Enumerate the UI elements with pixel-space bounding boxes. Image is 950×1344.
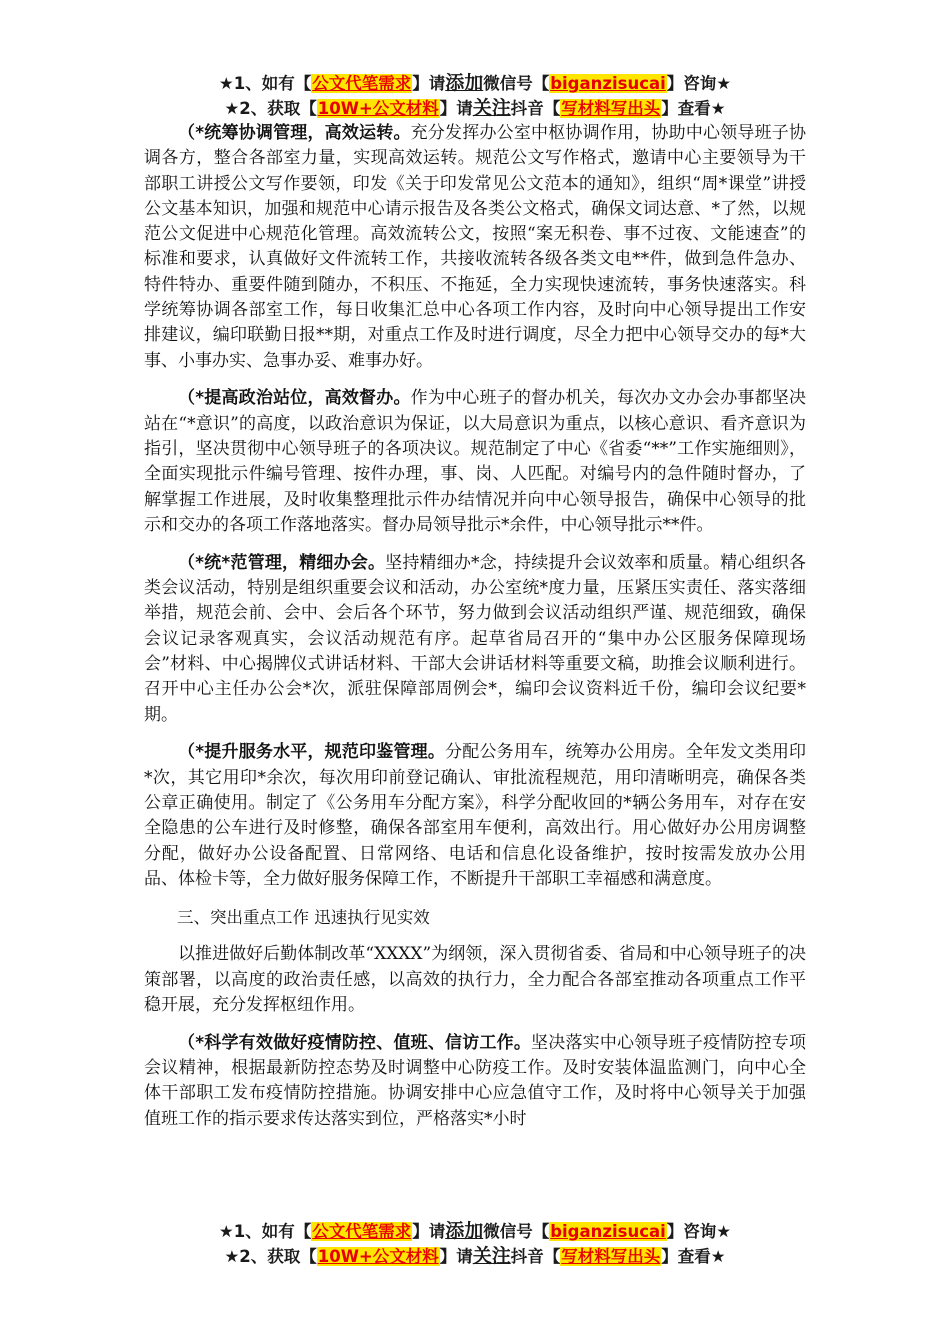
paragraph-lead: （*统*范管理，精细办会。 (178, 552, 386, 573)
top-banner (0, 71, 950, 121)
banner-1-highlight-service: 公文代笔需求 (312, 74, 412, 93)
banner-1-emphasis: 添加 (445, 1220, 484, 1242)
paragraph-lead: （*统筹协调管理，高效运转。 (178, 123, 411, 143)
banner-2-suffix: 】查看★ (661, 1247, 726, 1266)
banner-2-highlight-douyin: 写材料写出头 (561, 1247, 661, 1266)
banner-1-prefix: ★1、如有【 (218, 1222, 312, 1241)
paragraph-service (144, 740, 806, 892)
paragraph-intro: 以推进做好后勤体制改革“XXXX”为纲领，深入贯彻省委、省局和中心领导班子的决策部署，以高度的政治责任感，以高效的执行力，全力配合各部室推动各项重点工作平稳开展，充分发挥枢纽作用。 (144, 944, 806, 1015)
paragraph-lead: （*科学有效做好疫情防控、值班、信访工作。 (178, 1032, 532, 1053)
paragraph-coordination (144, 121, 806, 374)
banner-line-2 (0, 1244, 950, 1269)
banner-1-mid: 】请 (412, 1222, 446, 1241)
paragraph-lead: （*提升服务水平，规范印鉴管理。 (178, 742, 446, 763)
section-heading: 三、突出重点工作 迅速执行见实效 (177, 907, 430, 927)
banner-2-mid: 】请 (439, 99, 473, 118)
paragraph-meetings (144, 551, 806, 728)
banner-2-emphasis: 关注 (472, 1245, 511, 1267)
banner-2-highlight-materials: 10W+公文材料 (317, 1247, 439, 1266)
banner-1-mid2: 微信号【 (483, 1222, 550, 1241)
banner-1-mid: 】请 (412, 74, 446, 93)
banner-2-prefix: ★2、获取【 (224, 1247, 317, 1266)
banner-1-prefix: ★1、如有【 (218, 74, 312, 93)
banner-1-suffix: 】咨询★ (666, 1222, 732, 1241)
banner-line-1 (0, 71, 950, 96)
banner-2-mid2: 抖音【 (510, 1247, 561, 1266)
paragraph-epidemic (144, 1031, 806, 1132)
banner-2-highlight-materials: 10W+公文材料 (317, 99, 439, 118)
paragraph-supervision (144, 386, 806, 538)
banner-line-2 (0, 96, 950, 121)
bottom-banner (0, 1219, 950, 1269)
paragraph-text: 作为中心班子的督办机关，每次办文办会办事都坚决站在“*意识”的高度，以政治意识为保证，以大局意识为重点，以核心意识、看齐意识为指引，坚决贯彻中心领导班子的各项决议。规范制定了中心《省委“**”工作实施细则》，全面实现批示件编号管理、按件办理，事、岗、人匹配。对编号内的急件随时督办，了解掌握工作进展，及时收集整理批示件办结情况并向中心领导报告，确保中心领导的批示和交办的各项工作落地落实。督办局领导批示*余件，中心领导批示**件。 (144, 388, 806, 535)
banner-2-emphasis: 关注 (472, 97, 511, 119)
banner-1-mid2: 微信号【 (483, 74, 550, 93)
banner-2-suffix: 】查看★ (661, 99, 726, 118)
banner-1-suffix: 】咨询★ (666, 74, 732, 93)
paragraph-text: 充分发挥办公室中枢协调作用，协助中心领导班子协调各方，整合各部室力量，实现高效运转。规范公文写作格式，邀请中心主要领导为干部职工讲授公文写作要领，印发《关于印发常见公文范本的通知》，组织“周*课堂”讲授公文基本知识，加强和规范中心请示报告及各类公文格式，确保文词达意、*了然，以规范公文促进中心规范化管理。高效流转公文，按照“案无积卷、事不过夜、文能速查”的标准和要求，认真做好文件流转工作，共接收流转各级各类文电**件，做到急件急办、特件特办、重要件随到随办，不积压、不拖延，全力实现快速流转，事务快速落实。科学统筹协调各部室工作，每日收集汇总中心各项工作内容，及时向中心领导提出工作安排建议，编印联勤日报**期，对重点工作及时进行调度，尽全力把中心领导交办的每*大事、小事办实、急事办妥、难事办好。 (144, 123, 806, 371)
paragraph-lead: （*提高政治站位，高效督办。 (178, 388, 411, 409)
banner-2-mid: 】请 (439, 1247, 473, 1266)
banner-1-highlight-wechat: biganzisucai (550, 1222, 666, 1241)
paragraph-text: 分配公务用车，统筹办公用房。全年发文类用印*次，其它用印*余次，每次用印前登记确认、审批流程规范，用印清晰明亮，确保各类公章正确使用。制定了《公务用车分配方案》，科学分配收回的*辆公务用车，对存在安全隐患的公车进行及时修整，确保各部室用车便利，高效出行。用心做好办公用房调整分配，做好办公设备配置、日常网络、电话和信息化设备维护，按时按需发放办公用品、体检卡等，全力做好服务保障工作，不断提升干部职工幸福感和满意度。 (144, 742, 807, 889)
banner-2-prefix: ★2、获取【 (224, 99, 317, 118)
document-body (144, 121, 806, 1144)
banner-1-highlight-wechat: biganzisucai (550, 74, 666, 93)
banner-1-highlight-service: 公文代笔需求 (312, 1222, 412, 1241)
banner-line-1 (0, 1219, 950, 1244)
paragraph-text: 坚决落实中心领导班子疫情防控专项会议精神，根据最新防控态势及时调整中心防疫工作。及时安装体温监测门，向中心全体干部职工发布疫情防控措施。协调安排中心应急值守工作，及时将中心领导关于加强值班工作的指示要求传达落实到位，严格落实*小时 (144, 1032, 807, 1129)
paragraph-text: 坚持精细办*念，持续提升会议效率和质量。精心组织各类会议活动，特别是组织重要会议和活动，办公室统*度力量，压紧压实责任、落实落细举措，规范会前、会中、会后各个环节，努力做到会议活动组织严谨、规范细致，确保会议记录客观真实，会议活动规范有序。起草省局召开的“集中办公区服务保障现场会”材料、中心揭牌仪式讲话材料、干部大会讲话材料等重要文稿，助推会议顺利进行。召开中心主任办公会*次，派驻保障部周例会*，编印会议资料近千份，编印会议纪要*期。 (144, 552, 806, 725)
banner-2-highlight-douyin: 写材料写出头 (561, 99, 661, 118)
banner-2-mid2: 抖音【 (510, 99, 561, 118)
banner-1-emphasis: 添加 (445, 72, 484, 94)
